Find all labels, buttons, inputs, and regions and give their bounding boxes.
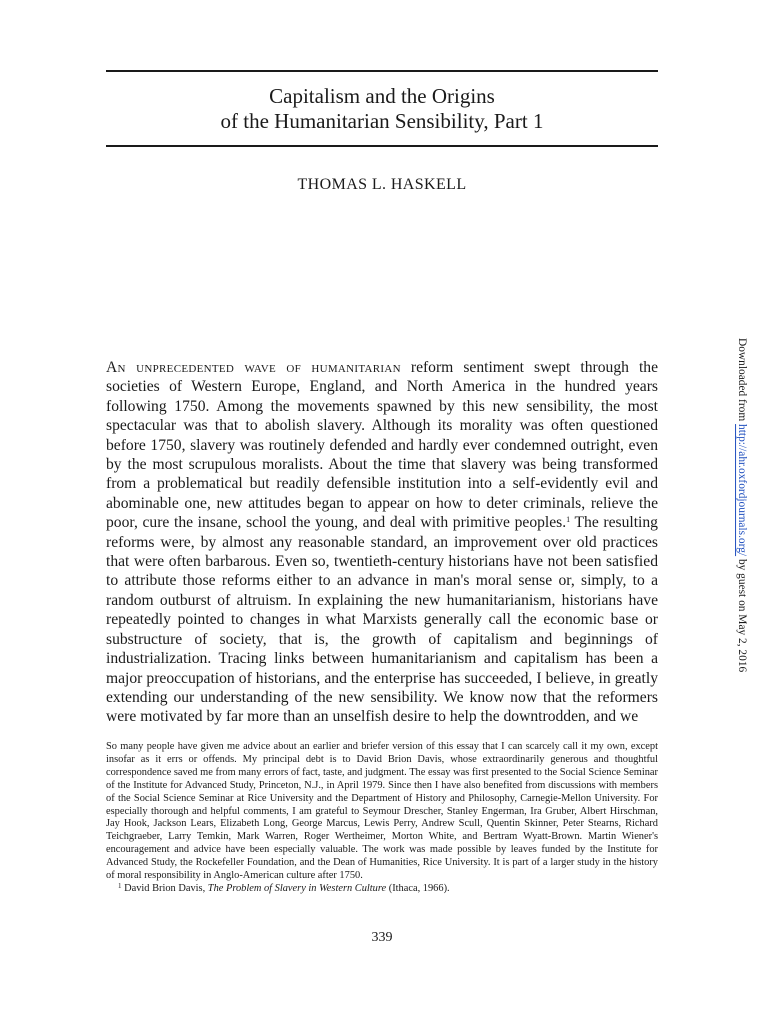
- top-rule: [106, 70, 658, 72]
- body-text-part-2: The resulting reforms were, by almost any reasonable standard, an improvement over old practices that were often barbarous. Even so, twentieth-century historians have not been satisfied to attribute those reforms either to an advance in man's moral sense or, simply, to a random outburst of altruism. In explaining the new humanitarianism, historians have repeatedly pointed to changes in what Marxists generally call the economic base or substructure of society, that is, the growth of capitalism and beginnings of industrialization. Tracing links between humanitarianism and capitalism has been a major preoccupation of historians, and the enterprise has succeeded, I believe, in greatly extending our understanding of the new sensibility. We know now that the reformers were motivated by far more than an unselfish desire to help the downtrodden, and we: [106, 514, 658, 726]
- title-line-1: Capitalism and the Origins: [269, 84, 495, 108]
- download-note-prefix: Downloaded from: [736, 338, 748, 425]
- lead-small-caps: An unprecedented wave of humanitarian: [106, 359, 401, 376]
- article-title: [106, 84, 658, 134]
- body-text-part-1: reform sentiment swept through the societies of Western Europe, England, and North America in the hundred years following 1750. Among the movements spawned by this new sensibility, the most spectacular was that to abolish slavery. Although its morality was often questioned before 1750, slavery was routinely defended and hardly ever condemned outright, even by the most scrupulous moralists. About the time that slavery was being transformed from a problematical but readily defensible institution into a self-evidently evil and abominable one, new attitudes began to appear on how to deter criminals, relieve the poor, cure the insane, school the young, and deal with primitive peoples.: [106, 359, 658, 532]
- download-note-suffix: by guest on May 2, 2016: [736, 556, 748, 673]
- author-name: THOMAS L. HASKELL: [297, 176, 467, 193]
- download-note: [736, 338, 748, 672]
- body-paragraph: [106, 358, 658, 727]
- footnote-1-book-title: The Problem of Slavery in Western Culture: [207, 882, 387, 894]
- page-number: 339: [371, 930, 393, 945]
- title-line-2: of the Humanitarian Sensibility, Part 1: [220, 109, 544, 133]
- acknowledgment-note: So many people have given me advice about an earlier and briefer version of this essay that I can scarcely call it my own, except insofar as it errs or offends. My principal debt is to David Brion Davis, whose extraordinarily generous and thoughtful correspondence saved me from many errors of fact, taste, and judgment. The essay was first presented to the Social Science Seminar of the Institute for Advanced Study, Princeton, N.J., in April 1979. Since then I have also benefited from discussions with members of the Social Science Seminar at Rice University and the Department of History and Philosophy, Carnegie-Mellon University. For especially thorough and helpful comments, I am grateful to Seymour Drescher, Stanley Engerman, Ira Gruber, Albert Hirschman, Jay Hook, Jackson Lears, Elizabeth Long, George Marcus, Lewis Perry, Andrew Scull, Quentin Skinner, Peter Stearns, Richard Teichgraeber, Larry Temkin, Mark Warren, Roger Wertheimer, Morton White, and Bertram Wyatt-Brown. Martin Wiener's encouragement and advice have been especially valuable. The work was made possible by leaves funded by the Institute for Advanced Study, the Rockefeller Foundation, and the Dean of Humanities, Rice University. It is part of a larger study in the history of moral responsibility in Anglo-American culture after 1750.: [106, 741, 658, 882]
- footnote-1: [106, 883, 658, 896]
- footnote-marker[interactable]: 1: [566, 515, 571, 525]
- journal-link[interactable]: http://ahr.oxfordjournals.org/: [736, 424, 748, 557]
- footnote-1-post: (Ithaca, 1966).: [386, 882, 450, 894]
- footnote-1-pre: David Brion Davis,: [121, 882, 208, 894]
- footnote-1-marker: 1: [118, 881, 122, 890]
- footnotes: [106, 741, 658, 896]
- title-rule: [106, 145, 658, 147]
